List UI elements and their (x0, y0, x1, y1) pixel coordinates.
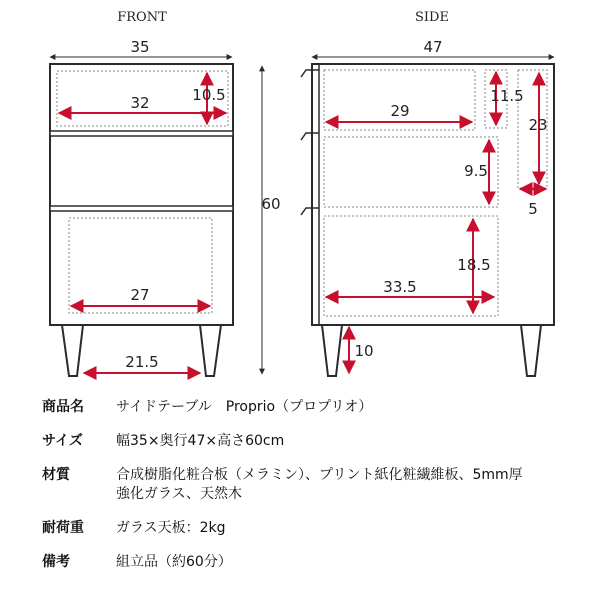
overall-height-label: 60 (261, 195, 281, 213)
side-back-leg (521, 325, 541, 376)
side-bottom-depth-label: 33.5 (383, 278, 417, 296)
side-back-height-label: 23 (528, 116, 548, 134)
side-top-depth-label: 29 (390, 102, 410, 120)
side-front-leg (322, 325, 342, 376)
spec-value-notes: 組立品（約60分） (116, 554, 232, 570)
spec-row-material (42, 466, 592, 504)
front-inner-width-label: 32 (130, 94, 150, 112)
front-width-label: 35 (130, 38, 150, 56)
front-shelf-width-label: 27 (130, 286, 150, 304)
spec-value-product-name: サイドテーブル Proprio（プロプリオ） (116, 399, 373, 415)
side-depth-label: 47 (423, 38, 443, 56)
spec-table (42, 398, 592, 572)
side-top-height-label: 11.5 (490, 87, 524, 105)
front-left-leg (62, 325, 83, 376)
spec-value-load-capacity: ガラス天板：2kg (116, 520, 226, 536)
side-bottom-height-label: 18.5 (457, 256, 491, 274)
spec-value-size: 幅35×奥行47×高さ60cm (116, 433, 285, 449)
spec-value-material: 合成樹脂化粧合板（メラミン）、プリント紙化粧繊維板、5mm厚 強化ガラス、天然木 (116, 467, 523, 502)
front-view (50, 10, 233, 376)
side-leg-height-label: 10 (354, 342, 374, 360)
front-drawer-height-label: 10.5 (192, 86, 226, 104)
spec-row-notes (42, 553, 592, 572)
spec-label-notes: 備考 (42, 554, 70, 570)
spec-label-product-name: 商品名 (42, 399, 84, 415)
front-view-title: FRONT (117, 10, 167, 25)
front-leg-span-label: 21.5 (125, 353, 159, 371)
spec-label-material: 材質 (42, 467, 70, 483)
side-handle-2 (301, 133, 319, 140)
side-mid-height-label: 9.5 (464, 162, 488, 180)
spec-label-load-capacity: 耐荷重 (42, 520, 84, 536)
front-right-leg (200, 325, 221, 376)
front-drawer-rail-2 (50, 206, 233, 211)
side-handle-1 (301, 70, 319, 77)
side-handle-3 (301, 208, 319, 215)
side-view (301, 10, 554, 376)
spec-label-size: サイズ (42, 433, 83, 449)
side-view-title: SIDE (415, 10, 449, 25)
spec-row-product-name (42, 398, 592, 417)
side-back-width-label: 5 (528, 200, 538, 218)
front-drawer-rail-1 (50, 131, 233, 136)
spec-row-load-capacity (42, 519, 592, 538)
overall-height-dimension (261, 66, 280, 374)
spec-row-size (42, 432, 592, 451)
